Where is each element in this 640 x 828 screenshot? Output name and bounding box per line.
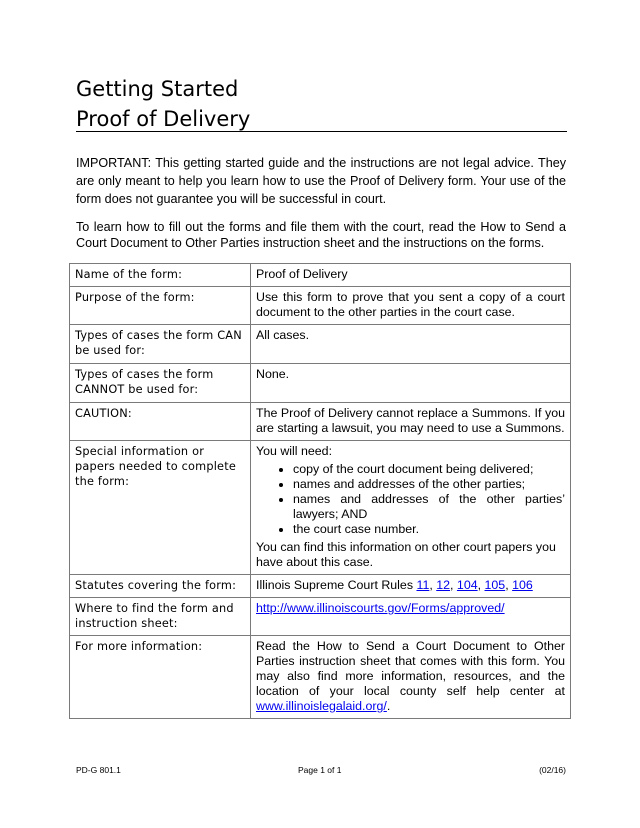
more-info-text: Read the How to Send a Court Document to Other Parties instruction sheet that comes with this form. You may also find more information, resources, and the location of your local county self help center at bbox=[256, 639, 565, 698]
statutes-prefix: Illinois Supreme Court Rules bbox=[256, 578, 417, 592]
title-line-2: Proof of Delivery bbox=[76, 107, 251, 131]
special-info-value bbox=[251, 441, 571, 575]
caution-label: CAUTION: bbox=[70, 403, 251, 441]
illinois-legal-aid-link[interactable]: www.illinoislegalaid.org/ bbox=[256, 699, 387, 713]
row-special-info bbox=[70, 441, 571, 575]
title-divider bbox=[76, 131, 567, 132]
special-info-label: Special information or papers needed to complete the form: bbox=[70, 441, 251, 575]
important-notice: IMPORTANT: This getting started guide and the instructions are not legal advice. They are only meant to help you learn how to use the Proof of Delivery form. Your use of the form does not guarantee you will be successful in court. bbox=[76, 156, 566, 206]
list-item: • names and addresses of the other parties; bbox=[293, 477, 565, 492]
statutes-value bbox=[251, 575, 571, 598]
rule-106-link[interactable]: 106 bbox=[512, 578, 533, 592]
row-statutes bbox=[70, 575, 571, 598]
needs-list bbox=[256, 462, 565, 537]
more-info-end: . bbox=[386, 699, 391, 713]
list-item: • copy of the court document being delivered; bbox=[293, 462, 565, 477]
learn-paragraph: To learn how to fill out the forms and file them with the court, read the How to Send a Court Document to Other Parties instruction sheet and the instructions on the forms. bbox=[76, 220, 566, 250]
where-to-find-value bbox=[251, 598, 571, 636]
can-use-value: All cases. bbox=[251, 325, 571, 364]
special-info-intro: You will need: bbox=[256, 444, 333, 458]
cannot-use-label: Types of cases the form CANNOT be used for: bbox=[70, 364, 251, 403]
rule-12-link[interactable]: 12 bbox=[436, 578, 451, 592]
statutes-separator: , bbox=[429, 578, 437, 592]
rule-104-link[interactable]: 104 bbox=[456, 578, 478, 592]
footer-form-code: PD-G 801.1 bbox=[76, 765, 121, 775]
statutes-separator: , bbox=[477, 578, 485, 592]
more-info-value bbox=[251, 636, 571, 719]
statutes-separator: , bbox=[450, 578, 457, 592]
row-purpose bbox=[70, 287, 571, 325]
special-info-outro: You can find this information on other court papers you have about this case. bbox=[256, 540, 556, 569]
can-use-label: Types of cases the form CAN be used for: bbox=[70, 325, 251, 364]
cannot-use-value: None. bbox=[251, 364, 571, 403]
row-caution bbox=[70, 403, 571, 441]
title-line-1: Getting Started bbox=[76, 77, 239, 101]
rule-11-link[interactable]: 11 bbox=[416, 578, 430, 592]
form-name-value: Proof of Delivery bbox=[251, 264, 571, 287]
list-item: • names and addresses of the other parties’ lawyers; AND bbox=[293, 492, 565, 522]
purpose-value: Use this form to prove that you sent a copy of a court document to the other parties in the court case. bbox=[251, 287, 571, 325]
row-more-info bbox=[70, 636, 571, 719]
row-can-use bbox=[70, 325, 571, 364]
purpose-label: Purpose of the form: bbox=[70, 287, 251, 325]
statutes-separator: , bbox=[505, 578, 513, 592]
form-name-label: Name of the form: bbox=[70, 264, 251, 287]
list-item: • the court case number. bbox=[293, 522, 565, 537]
row-where-to-find bbox=[70, 598, 571, 636]
footer-page-number: Page 1 of 1 bbox=[298, 765, 342, 775]
form-info-table bbox=[69, 263, 571, 719]
footer-date: (02/16) bbox=[539, 765, 566, 775]
row-form-name bbox=[70, 264, 571, 287]
where-to-find-label: Where to find the form and instruction sheet: bbox=[70, 598, 251, 636]
row-cannot-use bbox=[70, 364, 571, 403]
rule-105-link[interactable]: 105 bbox=[484, 578, 506, 592]
statutes-label: Statutes covering the form: bbox=[70, 575, 251, 598]
more-info-label: For more information: bbox=[70, 636, 251, 719]
caution-value: The Proof of Delivery cannot replace a Summons. If you are starting a lawsuit, you may need to use a Summons. bbox=[251, 403, 571, 441]
forms-approved-link[interactable]: http://www.illinoiscourts.gov/Forms/approved/ bbox=[256, 601, 505, 615]
